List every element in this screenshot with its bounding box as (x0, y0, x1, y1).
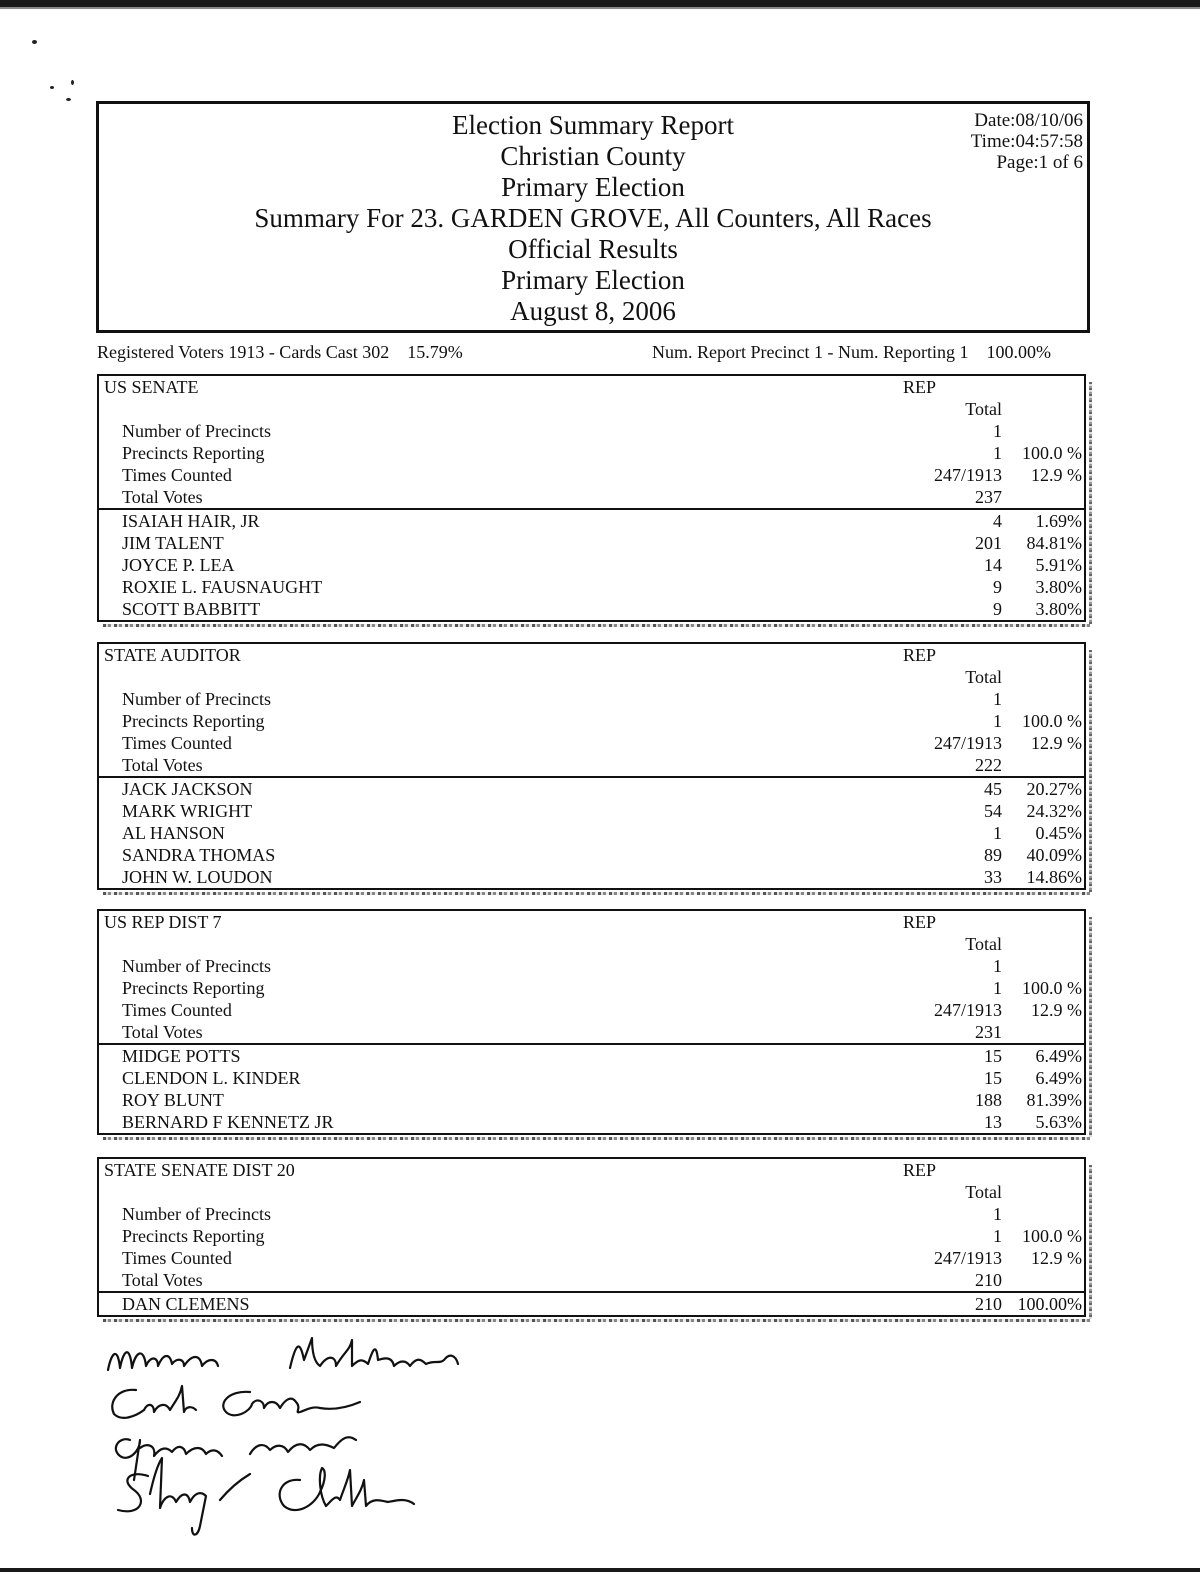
candidate-row (99, 866, 1084, 888)
stat-label: Times Counted (122, 733, 232, 753)
candidate-votes: 54 (984, 801, 1002, 821)
total-header-row (99, 398, 1084, 420)
report-date: Date:08/10/06 (974, 110, 1083, 131)
handwritten-signatures (100, 1330, 520, 1550)
scan-top-shadow (0, 7, 1200, 9)
stat-value: 1 (993, 711, 1002, 731)
candidate-votes: 9 (993, 599, 1002, 619)
stat-label: Precincts Reporting (122, 711, 265, 731)
scan-speck (50, 86, 54, 89)
election-type-repeat: Primary Election (501, 265, 685, 295)
scan-bottom-edge (0, 1568, 1200, 1572)
stat-percent: 12.9 % (1031, 733, 1082, 753)
candidate-votes: 33 (984, 867, 1002, 887)
stat-value: 210 (975, 1270, 1002, 1290)
results-status: Official Results (508, 234, 678, 264)
candidate-votes: 14 (984, 555, 1002, 575)
signature-stroke (118, 1458, 250, 1535)
race-box (97, 642, 1086, 890)
stat-row (99, 420, 1084, 442)
candidate-percent: 3.80% (1035, 577, 1082, 597)
report-meta (971, 110, 1083, 173)
candidate-percent: 100.00% (1017, 1294, 1082, 1314)
candidate-percent: 3.80% (1035, 599, 1082, 619)
stat-label: Times Counted (122, 1248, 232, 1268)
candidate-percent: 1.69% (1035, 511, 1082, 531)
stat-label: Total Votes (122, 487, 203, 507)
stat-label: Number of Precincts (122, 1204, 271, 1224)
candidate-percent: 5.91% (1035, 555, 1082, 575)
race-header-row (99, 1159, 1084, 1181)
candidate-percent: 81.39% (1026, 1090, 1082, 1110)
candidate-row (99, 554, 1084, 576)
candidate-name: JACK JACKSON (122, 779, 253, 799)
race-box (97, 1157, 1086, 1317)
stat-row (99, 1225, 1084, 1247)
race-title: STATE SENATE DIST 20 (104, 1160, 295, 1180)
candidate-name: BERNARD F KENNETZ JR (122, 1112, 334, 1132)
candidate-name: DAN CLEMENS (122, 1294, 250, 1314)
candidate-name: AL HANSON (122, 823, 225, 843)
stat-row (99, 1021, 1084, 1043)
stat-row (99, 999, 1084, 1021)
total-column-label: Total (965, 1182, 1002, 1202)
stat-percent: 12.9 % (1031, 465, 1082, 485)
stat-value: 247/1913 (933, 1000, 1002, 1020)
candidate-name: JIM TALENT (122, 533, 224, 553)
scan-speck (66, 98, 71, 101)
report-title-block (99, 110, 1087, 327)
stat-value: 231 (975, 1022, 1002, 1042)
stat-row (99, 1203, 1084, 1225)
stat-value: 237 (975, 487, 1002, 507)
stat-label: Total Votes (122, 755, 203, 775)
stat-row (99, 1247, 1084, 1269)
scan-speck (71, 80, 74, 85)
stat-value: 247/1913 (933, 465, 1002, 485)
stat-row (99, 955, 1084, 977)
signature-stroke (112, 1386, 196, 1418)
stat-row (99, 442, 1084, 464)
total-header-row (99, 1181, 1084, 1203)
stat-value: 1 (993, 443, 1002, 463)
party-label: REP (903, 377, 937, 397)
stat-row (99, 732, 1084, 754)
election-type: Primary Election (501, 172, 685, 202)
total-column-label: Total (965, 934, 1002, 954)
election-date: August 8, 2006 (510, 296, 676, 326)
candidate-name: SANDRA THOMAS (122, 845, 276, 865)
candidate-percent: 14.86% (1026, 867, 1082, 887)
candidate-votes: 210 (975, 1294, 1002, 1314)
race-header-row (99, 911, 1084, 933)
stat-value: 222 (975, 755, 1002, 775)
candidate-percent: 24.32% (1026, 801, 1082, 821)
total-column-label: Total (965, 399, 1002, 419)
stat-value: 1 (993, 421, 1002, 441)
county-name: Christian County (500, 141, 686, 171)
summary-scope: Summary For 23. GARDEN GROVE, All Counters, All Races (254, 203, 932, 233)
candidate-percent: 0.45% (1035, 823, 1082, 843)
stat-row (99, 486, 1084, 508)
stat-value: 1 (993, 978, 1002, 998)
stat-row (99, 977, 1084, 999)
race-title: US SENATE (104, 377, 199, 397)
candidate-row (99, 1111, 1084, 1133)
stat-label: Precincts Reporting (122, 443, 265, 463)
candidate-name: JOYCE P. LEA (122, 555, 235, 575)
stat-label: Times Counted (122, 465, 232, 485)
scan-top-edge (0, 0, 1200, 7)
candidate-percent: 40.09% (1026, 845, 1082, 865)
stat-percent: 100.0 % (1022, 711, 1082, 731)
candidate-row (99, 1067, 1084, 1089)
report-title: Election Summary Report (452, 110, 734, 140)
race-box (97, 909, 1086, 1135)
candidate-votes: 188 (975, 1090, 1002, 1110)
stat-row (99, 710, 1084, 732)
stat-label: Total Votes (122, 1270, 203, 1290)
candidate-row (99, 822, 1084, 844)
candidate-votes: 13 (984, 1112, 1002, 1132)
party-label: REP (903, 912, 937, 932)
total-header-row (99, 666, 1084, 688)
signature-stroke (280, 1468, 414, 1510)
candidate-row (99, 1045, 1084, 1067)
candidate-percent: 84.81% (1026, 533, 1082, 553)
candidate-votes: 15 (984, 1068, 1002, 1088)
stat-label: Times Counted (122, 1000, 232, 1020)
candidate-name: JOHN W. LOUDON (122, 867, 273, 887)
stat-percent: 100.0 % (1022, 978, 1082, 998)
candidate-votes: 15 (984, 1046, 1002, 1066)
stat-row (99, 754, 1084, 776)
candidate-name: ISAIAH HAIR, JR (122, 511, 260, 531)
stat-value: 1 (993, 689, 1002, 709)
candidate-votes: 201 (975, 533, 1002, 553)
stat-row (99, 464, 1084, 486)
candidate-votes: 89 (984, 845, 1002, 865)
candidate-name: ROXIE L. FAUSNAUGHT (122, 577, 323, 597)
registered-voters-summary: Registered Voters 1913 - Cards Cast 302 15.79% (97, 342, 463, 362)
stat-value: 247/1913 (933, 1248, 1002, 1268)
candidate-votes: 9 (993, 577, 1002, 597)
signature-stroke (108, 1352, 218, 1370)
candidate-name: ROY BLUNT (122, 1090, 224, 1110)
stat-percent: 100.0 % (1022, 443, 1082, 463)
party-label: REP (903, 645, 937, 665)
candidate-row (99, 778, 1084, 800)
stat-percent: 12.9 % (1031, 1000, 1082, 1020)
candidate-votes: 4 (993, 511, 1002, 531)
candidate-row (99, 1089, 1084, 1111)
candidate-percent: 5.63% (1035, 1112, 1082, 1132)
stat-label: Number of Precincts (122, 956, 271, 976)
total-column-label: Total (965, 667, 1002, 687)
total-header-row (99, 933, 1084, 955)
precinct-reporting-summary: Num. Report Precinct 1 - Num. Reporting 1 100.00% (652, 342, 1051, 362)
stat-label: Total Votes (122, 1022, 203, 1042)
race-title: US REP DIST 7 (104, 912, 222, 932)
candidate-name: MIDGE POTTS (122, 1046, 241, 1066)
candidate-percent: 6.49% (1035, 1068, 1082, 1088)
report-time: Time:04:57:58 (970, 131, 1083, 152)
candidate-percent: 20.27% (1026, 779, 1082, 799)
stat-percent: 100.0 % (1022, 1226, 1082, 1246)
race-header-row (99, 376, 1084, 398)
stat-label: Precincts Reporting (122, 978, 265, 998)
candidate-name: CLENDON L. KINDER (122, 1068, 301, 1088)
stat-label: Precincts Reporting (122, 1226, 265, 1246)
stat-percent: 12.9 % (1031, 1248, 1082, 1268)
candidate-name: MARK WRIGHT (122, 801, 253, 821)
report-header (96, 101, 1090, 333)
candidate-percent: 6.49% (1035, 1046, 1082, 1066)
scan-speck (32, 40, 37, 44)
stat-row (99, 1269, 1084, 1291)
signature-stroke (290, 1338, 458, 1368)
party-label: REP (903, 1160, 937, 1180)
signature-stroke (223, 1392, 360, 1416)
stat-value: 1 (993, 1226, 1002, 1246)
candidate-votes: 45 (984, 779, 1002, 799)
candidate-row (99, 598, 1084, 620)
candidate-row (99, 510, 1084, 532)
signatures (100, 1330, 520, 1550)
stat-value: 1 (993, 956, 1002, 976)
candidate-votes: 1 (993, 823, 1002, 843)
candidate-row (99, 1293, 1084, 1315)
candidate-row (99, 576, 1084, 598)
candidate-row (99, 532, 1084, 554)
stat-row (99, 688, 1084, 710)
candidate-row (99, 844, 1084, 866)
page-number: Page:1 of 6 (996, 152, 1083, 173)
race-title: STATE AUDITOR (104, 645, 241, 665)
stat-value: 1 (993, 1204, 1002, 1224)
candidate-name: SCOTT BABBITT (122, 599, 261, 619)
candidate-row (99, 800, 1084, 822)
signature-stroke (250, 1437, 356, 1454)
stat-value: 247/1913 (933, 733, 1002, 753)
stat-label: Number of Precincts (122, 689, 271, 709)
race-box (97, 374, 1086, 622)
stat-label: Number of Precincts (122, 421, 271, 441)
race-header-row (99, 644, 1084, 666)
